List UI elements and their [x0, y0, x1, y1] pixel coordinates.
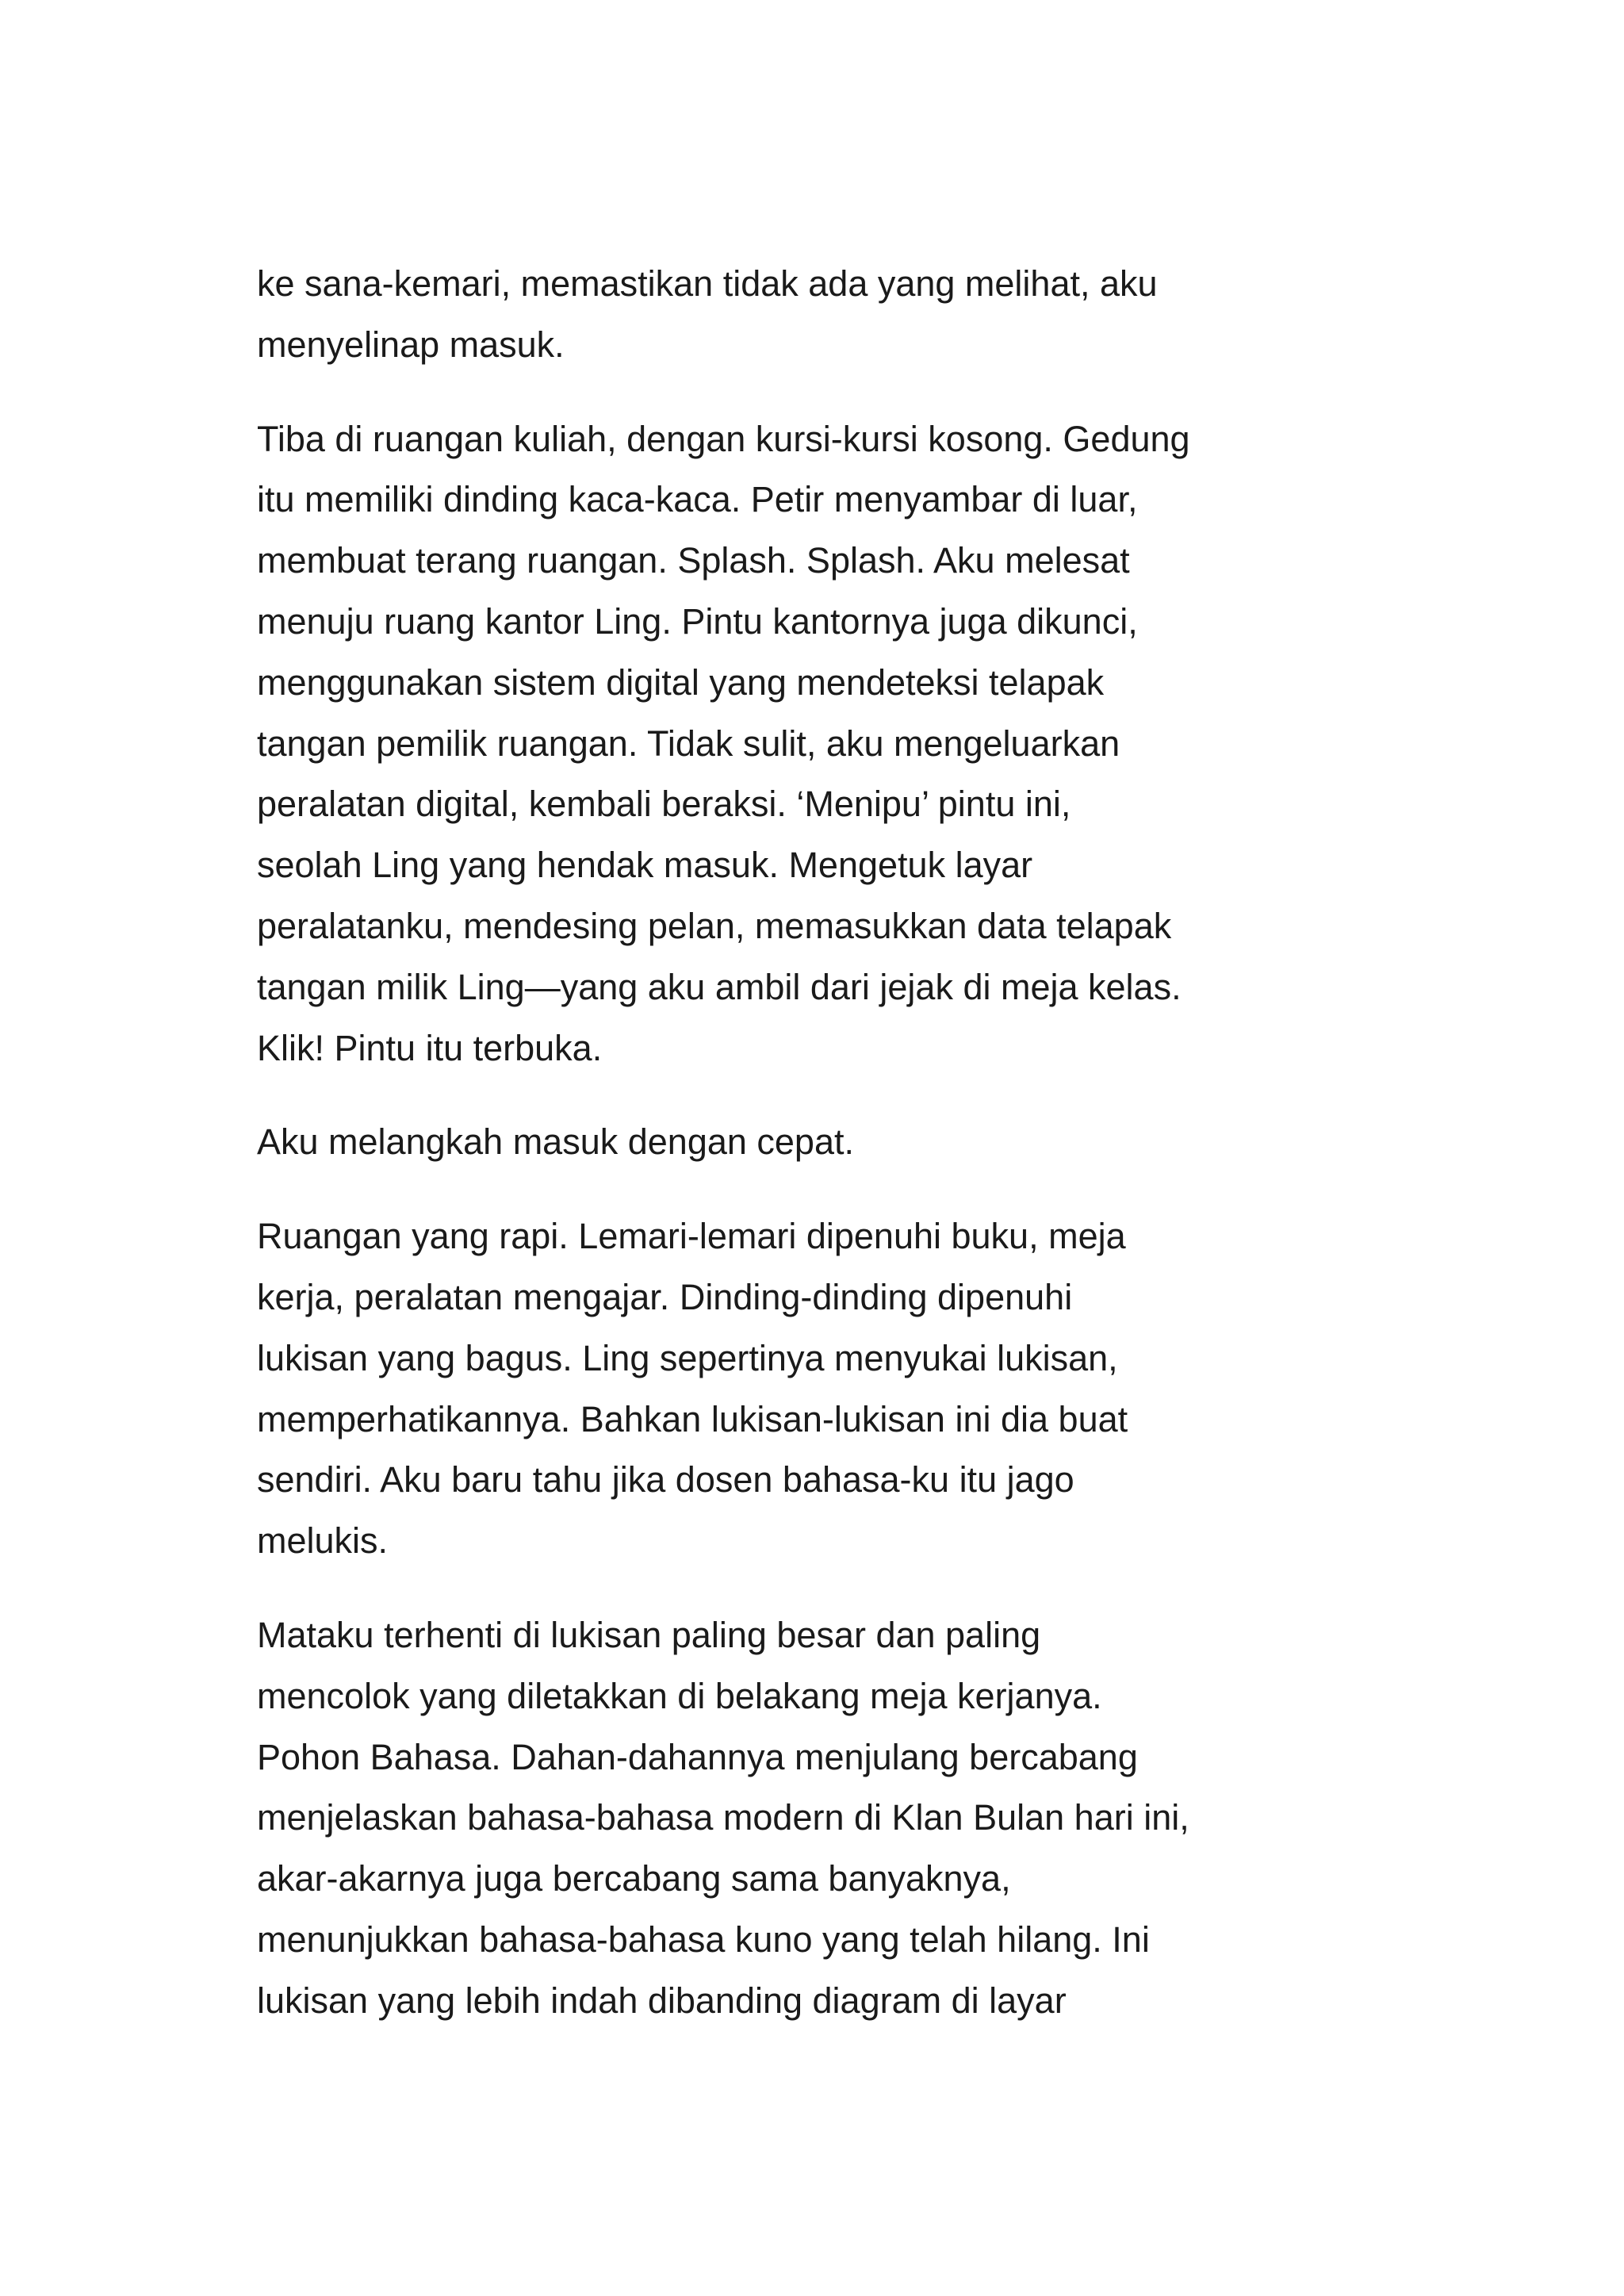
text-line: mencolok yang diletakkan di belakang meja kerjanya.: [257, 1675, 1102, 1716]
text-line: kerja, peralatan mengajar. Dinding-dinding dipenuhi: [257, 1276, 1073, 1317]
text-line: peralatan digital, kembali beraksi. ‘Menipu’ pintu ini,: [257, 784, 1071, 825]
text-line: Aku melangkah masuk dengan cepat.: [257, 1121, 854, 1163]
paragraph-3: [257, 1112, 1383, 1173]
text-line: akar-akarnya juga bercabang sama banyaknya,: [257, 1858, 1011, 1899]
text-line: peralatanku, mendesing pelan, memasukkan data telapak: [257, 905, 1172, 946]
text-line: Klik! Pintu itu terbuka.: [257, 1027, 603, 1068]
paragraph-5: [257, 1605, 1383, 2032]
text-line: membuat terang ruangan. Splash. Splash. Aku melesat: [257, 540, 1130, 581]
text-line: Mataku terhenti di lukisan paling besar dan paling: [257, 1614, 1041, 1655]
text-line: Pohon Bahasa. Dahan-dahannya menjulang bercabang: [257, 1736, 1138, 1777]
paragraph-1: [257, 254, 1383, 376]
text-line: menyelinap masuk.: [257, 324, 565, 365]
text-line: menunjukkan bahasa-bahasa kuno yang telah hilang. Ini: [257, 1918, 1150, 1960]
text-line: Tiba di ruangan kuliah, dengan kursi-kursi kosong. Gedung: [257, 418, 1190, 459]
text-line: memperhatikannya. Bahkan lukisan-lukisan ini dia buat: [257, 1398, 1128, 1439]
text-line: itu memiliki dinding kaca-kaca. Petir menyambar di luar,: [257, 479, 1138, 520]
text-line: menjelaskan bahasa-bahasa modern di Klan Bulan hari ini,: [257, 1797, 1189, 1838]
document-page: [257, 254, 1383, 2065]
text-line: menuju ruang kantor Ling. Pintu kantornya juga dikunci,: [257, 600, 1138, 642]
paragraph-4: [257, 1206, 1383, 1572]
text-line: tangan pemilik ruangan. Tidak sulit, aku mengeluarkan: [257, 723, 1120, 764]
text-line: sendiri. Aku baru tahu jika dosen bahasa-ku itu jago: [257, 1459, 1074, 1501]
text-line: lukisan yang bagus. Ling sepertinya menyukai lukisan,: [257, 1337, 1118, 1378]
text-line: seolah Ling yang hendak masuk. Mengetuk layar: [257, 845, 1033, 886]
text-line: lukisan yang lebih indah dibanding diagram di layar: [257, 1980, 1067, 2021]
text-line: ke sana-kemari, memastikan tidak ada yang melihat, aku: [257, 263, 1158, 304]
text-line: melukis.: [257, 1520, 389, 1562]
paragraph-2: [257, 409, 1383, 1079]
text-line: menggunakan sistem digital yang mendeteksi telapak: [257, 661, 1105, 703]
text-line: Ruangan yang rapi. Lemari-lemari dipenuhi buku, meja: [257, 1216, 1126, 1257]
text-line: tangan milik Ling—yang aku ambil dari jejak di meja kelas.: [257, 966, 1182, 1007]
